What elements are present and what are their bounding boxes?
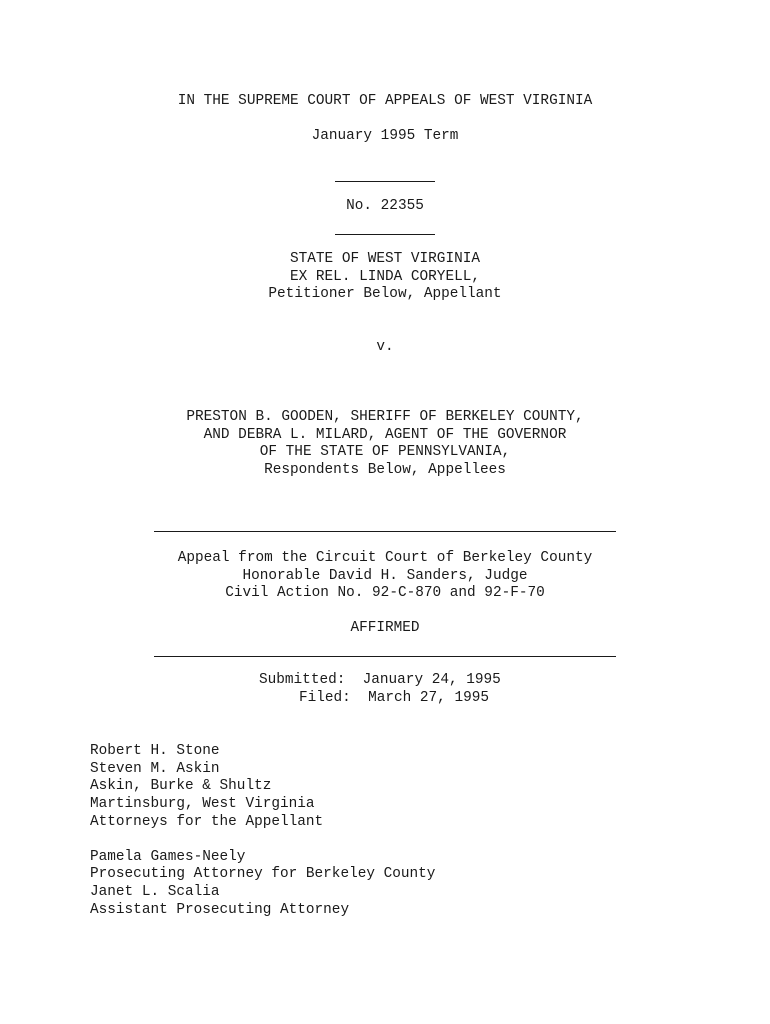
appellant-counsel-city: Martinsburg, West Virginia — [90, 796, 315, 812]
case-number-rule-bottom — [335, 234, 435, 235]
petitioner-line: EX REL. LINDA CORYELL, — [290, 269, 480, 285]
appellant-counsel-line: Steven M. Askin — [90, 761, 220, 777]
civil-action-number: Civil Action No. 92-C-870 and 92-F-70 — [225, 585, 545, 601]
respondent-line: PRESTON B. GOODEN, SHERIFF OF BERKELEY COUNTY, — [186, 409, 584, 425]
appellant-counsel-line: Robert H. Stone — [90, 743, 220, 759]
petitioner-line: STATE OF WEST VIRGINIA — [290, 251, 480, 267]
filed-date: Filed: March 27, 1995 — [299, 690, 489, 706]
case-number-rule-top — [335, 181, 435, 182]
appellee-counsel-role: Prosecuting Attorney for Berkeley County — [90, 866, 436, 882]
appellant-counsel-role: Attorneys for the Appellant — [90, 814, 324, 830]
petitioner-role: Petitioner Below, Appellant — [268, 286, 502, 302]
appellee-counsel-line: Pamela Games-Neely — [90, 849, 246, 865]
appellee-counsel-role: Assistant Prosecuting Attorney — [90, 902, 350, 918]
court-term: January 1995 Term — [311, 128, 459, 144]
appeal-rule-bottom — [154, 656, 616, 657]
court-name: IN THE SUPREME COURT OF APPEALS OF WEST VIRGINIA — [177, 93, 593, 109]
case-number: No. 22355 — [346, 198, 424, 214]
submitted-date: Submitted: January 24, 1995 — [259, 672, 501, 688]
respondent-role: Respondents Below, Appellees — [264, 462, 506, 478]
versus-label: v. — [376, 339, 394, 355]
respondent-line: AND DEBRA L. MILARD, AGENT OF THE GOVERNOR — [203, 427, 567, 443]
appeal-judge: Honorable David H. Sanders, Judge — [242, 568, 528, 584]
appellee-counsel-line: Janet L. Scalia — [90, 884, 220, 900]
appellant-counsel-firm: Askin, Burke & Shultz — [90, 778, 272, 794]
appeal-rule-top — [154, 531, 616, 532]
respondent-line: OF THE STATE OF PENNSYLVANIA, — [259, 444, 511, 460]
disposition: AFFIRMED — [350, 620, 420, 636]
appeal-line: Appeal from the Circuit Court of Berkeley County — [177, 550, 593, 566]
